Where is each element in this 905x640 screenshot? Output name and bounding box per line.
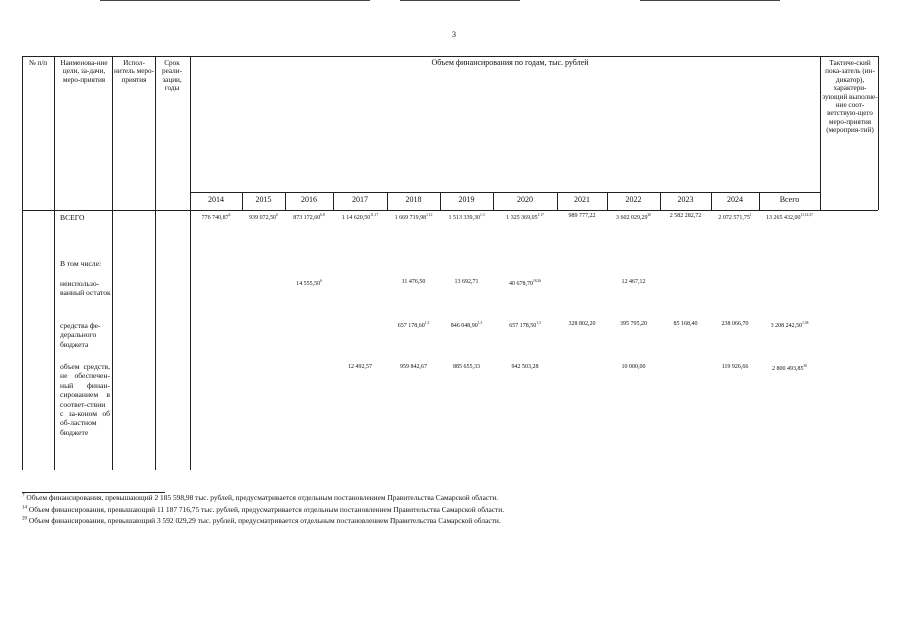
value-cell: 119 926,66 bbox=[721, 364, 749, 370]
value-cell: 3 208 242,50$^{1,38}$ bbox=[770, 321, 809, 329]
year-header-0: 2014 bbox=[208, 195, 224, 204]
value-cell: 3 602 029,29$^{20}$ bbox=[615, 213, 652, 221]
year-header-10: 2024 bbox=[727, 195, 743, 204]
column-divider-4 bbox=[190, 56, 191, 470]
column-divider-0 bbox=[22, 56, 23, 470]
value-cell: 2 582 282,72 bbox=[669, 213, 702, 219]
value-cell: 942 503,28 bbox=[511, 364, 539, 370]
value-cell: 12 492,57 bbox=[348, 364, 372, 370]
year-header-3: 2017 bbox=[352, 195, 368, 204]
value-cell: 2 800 493,85$^{30}$ bbox=[771, 364, 808, 372]
value-cell: 85 168,40 bbox=[673, 321, 698, 327]
table-top-border bbox=[22, 56, 878, 57]
top-edge-stroke-1 bbox=[100, 0, 370, 1]
header-col-indicator: Тактиче-ский пока-затель (ин-дикатор), характери-зующий выполне-ние соот-ветствую-щего меро-приятия (мероприя-тий) bbox=[822, 59, 878, 135]
value-cell: 395 795,20 bbox=[620, 321, 647, 327]
value-cell: 10 000,00 bbox=[621, 364, 646, 370]
value-cell: 776 740,87$^6$ bbox=[201, 213, 231, 221]
value-cell: 13 265 432,00$^{11,14,37}$ bbox=[766, 213, 813, 221]
footnote-14: $^{14}$ Объем финансирования, превышающий 11 187 716,75 тыс. рублей, предусматривается отдельным постановлением Правительства Самарской области. bbox=[22, 505, 505, 514]
header-col-funding: Объем финансирования по годам, тыс. рублей bbox=[431, 58, 589, 67]
value-cell: 846 048,90$^{1,3}$ bbox=[450, 321, 483, 329]
year-header-1: 2015 bbox=[255, 195, 272, 204]
value-cell: 2 072 571,75$^1$ bbox=[718, 213, 752, 221]
column-divider-2 bbox=[112, 56, 113, 470]
value-cell: 873 172,60$^{6,8}$ bbox=[293, 213, 325, 221]
value-cell: 1 669 719,98$^{1,12}$ bbox=[394, 213, 433, 221]
row-label-unfunded-volume: объем средств, не обеспечен-ный финан-сированием в соответ-ствии с за-коном об об-ластном бюджете bbox=[60, 362, 110, 437]
value-cell: 13 692,71 bbox=[454, 279, 479, 285]
table-right-border bbox=[878, 56, 879, 210]
header-col-num: № п/п bbox=[28, 59, 48, 67]
page-number: 3 bbox=[452, 30, 456, 39]
value-cell: 11 476,50 bbox=[401, 279, 426, 285]
header-col-name: Наименова-ние цели, за-дачи, меро-приятия bbox=[60, 59, 108, 84]
header-col-term: Срок реали-зации, годы bbox=[162, 59, 182, 93]
value-cell: 959 842,67 bbox=[400, 364, 427, 370]
top-edge-stroke-3 bbox=[640, 0, 780, 1]
year-header-5: 2019 bbox=[458, 195, 475, 204]
row-label-including: В том числе: bbox=[60, 259, 102, 268]
row-label-federal-budget: средства фе-дерального бюджета bbox=[60, 321, 101, 349]
value-cell: 657 178,60$^{1,3}$ bbox=[397, 321, 430, 329]
column-divider-1 bbox=[54, 56, 55, 470]
value-cell: 1 325 369,05$^{1,17}$ bbox=[506, 213, 544, 221]
value-cell: 657 178,50$^{1,3}$ bbox=[509, 321, 541, 329]
value-cell: 328 802,20 bbox=[568, 321, 596, 327]
value-cell: 885 655,33 bbox=[453, 364, 480, 370]
value-cell: 14 555,50$^6$ bbox=[296, 279, 322, 287]
value-cell: 989 777,22 bbox=[568, 213, 596, 219]
value-cell: 40 678,70$^{18,26}$ bbox=[508, 279, 542, 287]
header-col-executor: Испол-нитель меро-приятия bbox=[114, 59, 155, 84]
year-header-6: 2020 bbox=[517, 195, 533, 204]
row-label-unused-balance: неиспользо-ванный остаток bbox=[60, 279, 111, 298]
year-header-4: 2018 bbox=[405, 195, 422, 204]
value-cell: 1 513 339,30$^{1,3}$ bbox=[448, 213, 485, 221]
value-cell: 12 467,12 bbox=[621, 279, 646, 285]
indicator-divider bbox=[820, 56, 821, 210]
footnote-20: $^{20}$ Объем финансирования, превышающий 3 592 029,29 тыс. рублей, предусматривается отдельным постановлением Правительства Самарской области. bbox=[22, 516, 501, 525]
top-edge-stroke-2 bbox=[400, 0, 520, 1]
year-header-7: 2021 bbox=[574, 195, 590, 204]
value-cell: 1 14 620,50$^{11,17}$ bbox=[341, 213, 379, 221]
year-header-8: 2022 bbox=[625, 195, 642, 204]
year-header-2: 2016 bbox=[301, 195, 317, 204]
value-cell: 238 066,70 bbox=[721, 321, 749, 327]
value-cell: 939 072,50$^6$ bbox=[249, 213, 278, 221]
header-bottom-border bbox=[22, 210, 878, 211]
year-header-11: Всего bbox=[779, 195, 800, 204]
row-label-total: ВСЕГО bbox=[60, 213, 85, 222]
year-header-9: 2023 bbox=[677, 195, 694, 204]
footnote-7: $^7$ Объем финансирования, превышающий 2 185 598,98 тыс. рублей, предусматривается отдельным постановлением Правительства Самарской области. bbox=[22, 493, 499, 502]
column-divider-3 bbox=[155, 56, 156, 470]
